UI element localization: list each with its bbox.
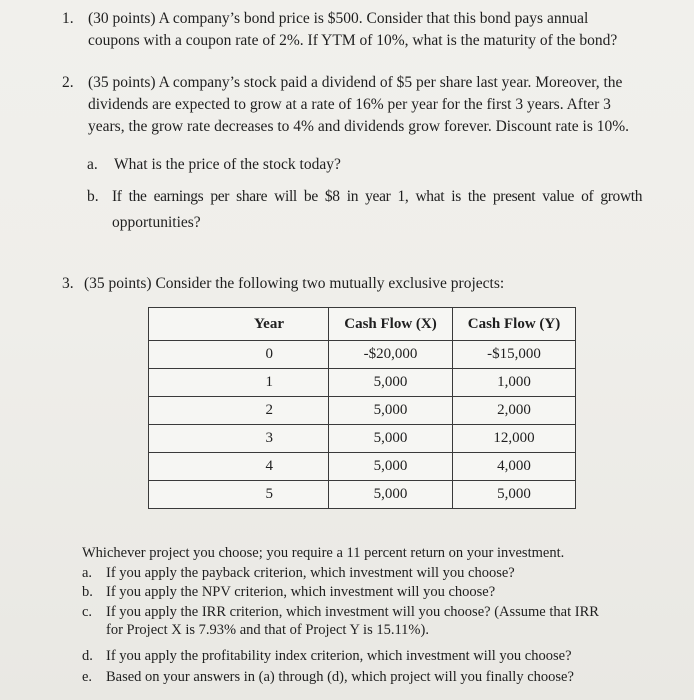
- part-text: If you apply the profitability index criterion, which investment will you choose?: [106, 648, 572, 664]
- cash-flow-x-cell: 5,000: [329, 369, 453, 397]
- cash-flow-table: [148, 307, 576, 509]
- cash-flow-y-cell: 12,000: [453, 425, 576, 453]
- year-cell: 2: [149, 397, 329, 425]
- year-cell: 3: [149, 425, 329, 453]
- cash-flow-x-cell: 5,000: [329, 481, 453, 509]
- required-return-note: [82, 544, 564, 562]
- text-line: years, the grow rate decreases to 4% and dividends grow forever. Discount rate is 10%.: [88, 118, 630, 135]
- part-text: Based on your answers in (a) through (d), which project will you finally choose?: [106, 669, 574, 685]
- part-label: b.: [87, 188, 99, 205]
- cash-flow-x-cell: -$20,000: [329, 341, 453, 369]
- text-line: If you apply the IRR criterion, which investment will you choose? (Assume that IRR: [106, 604, 599, 620]
- cash-flow-x-cell: 5,000: [329, 453, 453, 481]
- part-text: If you apply the payback criterion, which investment will you choose?: [106, 565, 515, 581]
- text-line: Whichever project you choose; you require a 11 percent return on your investment.: [82, 545, 565, 561]
- cash-flow-y-cell: 1,000: [453, 369, 576, 397]
- text-line: dividends are expected to grow at a rate of 16% per year for the first 3 years. After 3: [88, 96, 611, 113]
- year-cell: 4: [149, 453, 329, 481]
- part-label: b.: [82, 584, 93, 600]
- part-text: What is the price of the stock today?: [114, 156, 341, 173]
- part-label: c.: [82, 604, 93, 620]
- year-cell: 0: [149, 341, 329, 369]
- text-line: (30 points) A company’s bond price is $500. Consider that this bond pays annual: [88, 10, 589, 27]
- text-line: If the earnings per share will be $8 in year 1, what is the present value of growth: [112, 188, 643, 205]
- table-row: [149, 481, 576, 509]
- year-cell: 5: [149, 481, 329, 509]
- table-row: [149, 425, 576, 453]
- cash-flow-x-cell: 5,000: [329, 425, 453, 453]
- year-cell: 1: [149, 369, 329, 397]
- question-number: 3.: [62, 275, 74, 292]
- header-year: Year: [149, 308, 329, 341]
- cash-flow-y-cell: 5,000: [453, 481, 576, 509]
- header-cash-flow-x: Cash Flow (X): [329, 308, 453, 341]
- part-label: a.: [87, 156, 98, 173]
- cash-flow-y-cell: -$15,000: [453, 341, 576, 369]
- text-line: opportunities?: [112, 214, 201, 231]
- question-number: 2.: [62, 74, 74, 91]
- table-row: [149, 397, 576, 425]
- part-label: a.: [82, 565, 93, 581]
- table-row: [149, 341, 576, 369]
- header-cash-flow-y: Cash Flow (Y): [453, 308, 576, 341]
- question-text: [84, 273, 504, 295]
- cash-flow-y-cell: 4,000: [453, 453, 576, 481]
- part-text: [106, 603, 599, 639]
- cash-flow-y-cell: 2,000: [453, 397, 576, 425]
- question-text: [88, 8, 617, 52]
- cash-flow-x-cell: 5,000: [329, 397, 453, 425]
- text-line: (35 points) Consider the following two mutually exclusive projects:: [84, 275, 505, 292]
- text-line: coupons with a coupon rate of 2%. If YTM of 10%, what is the maturity of the bond?: [88, 32, 618, 49]
- part-text: If you apply the NPV criterion, which investment will you choose?: [106, 584, 496, 600]
- table-header-row: [149, 308, 576, 341]
- table-row: [149, 369, 576, 397]
- part-text: [112, 186, 642, 234]
- part-label: e.: [82, 669, 93, 685]
- question-number: 1.: [62, 10, 74, 27]
- text-line: for Project X is 7.93% and that of Project Y is 15.11%).: [106, 622, 429, 638]
- part-label: d.: [82, 648, 93, 664]
- table-row: [149, 453, 576, 481]
- question-text: [88, 72, 629, 138]
- text-line: (35 points) A company’s stock paid a dividend of $5 per share last year. Moreover, the: [88, 74, 623, 91]
